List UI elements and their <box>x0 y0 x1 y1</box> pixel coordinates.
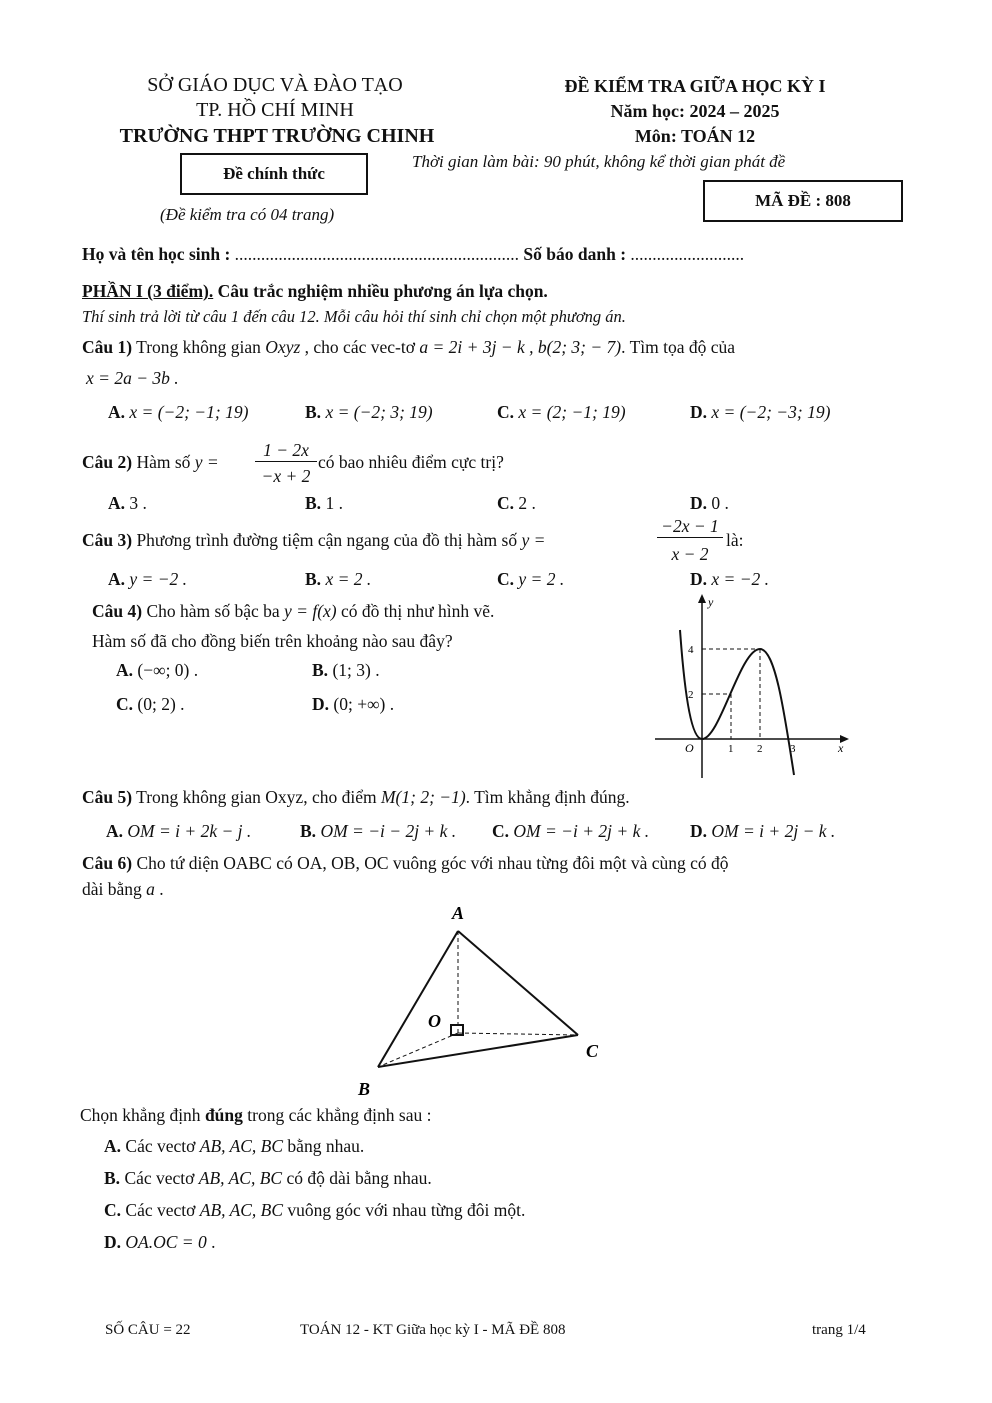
q3-denominator: x − 2 <box>671 544 709 564</box>
q1-line2: x = 2a − 3b . <box>86 368 179 388</box>
exam-code-box <box>703 180 903 222</box>
option-text-a: Các vectơ <box>121 1136 200 1156</box>
q6-label: Câu 6) <box>82 853 133 873</box>
option-key: C. <box>497 402 515 422</box>
student-line <box>82 244 744 265</box>
option-key: A. <box>116 660 134 680</box>
q1-vec-a: a = 2i + 3j − k , <box>419 337 534 357</box>
option-text: (0; 2) . <box>137 694 185 714</box>
q4-option-b[interactable] <box>312 660 380 681</box>
option-key: A. <box>104 1136 122 1156</box>
q1-text-a: Trong không gian <box>132 337 266 357</box>
origin-label: O <box>685 741 694 755</box>
q5-label: Câu 5) <box>82 787 133 807</box>
q4-option-c[interactable] <box>116 694 185 715</box>
q4-label: Câu 4) <box>92 601 143 621</box>
q6-prompt-a: Chọn khẳng định <box>80 1105 205 1125</box>
q3-numerator: −2x − 1 <box>657 516 723 538</box>
q2-y: y = <box>194 452 219 472</box>
option-text: y = 2 . <box>518 569 565 589</box>
q5-option-c[interactable] <box>492 821 649 842</box>
q6-prompt-b: đúng <box>204 1105 243 1125</box>
option-key: C. <box>497 569 515 589</box>
option-text-b: bằng nhau. <box>283 1136 365 1156</box>
q5-text-b: . Tìm khẳng định đúng. <box>465 787 630 807</box>
q1-text-c: . Tìm tọa độ của <box>621 337 736 357</box>
option-key: C. <box>104 1200 122 1220</box>
q5-option-a[interactable] <box>106 821 251 842</box>
part1-heading <box>82 281 548 302</box>
option-text-a: Các vectơ <box>120 1168 199 1188</box>
q6-prompt-c: trong các khẳng định sau : <box>242 1105 432 1125</box>
option-text: 0 . <box>711 493 729 513</box>
option-vectors: AB, AC, BC <box>199 1200 284 1220</box>
q3-y: y = <box>521 530 546 550</box>
option-text: x = (2; −1; 19) <box>518 402 626 422</box>
school-year: Năm học: 2024 – 2025 <box>610 101 780 121</box>
q3-option-a[interactable] <box>108 569 187 590</box>
q3-option-b[interactable] <box>305 569 371 590</box>
tick-x2: 2 <box>757 743 763 755</box>
q3-text-b: là: <box>726 530 744 550</box>
part1-instruction: Thí sinh trả lời từ câu 1 đến câu 12. Mỗi câu hỏi thí sinh chỉ chọn một phương án. <box>82 307 626 326</box>
q6-line2-text: dài bằng <box>82 879 147 899</box>
q4-stem <box>92 601 494 622</box>
option-text: 3 . <box>129 493 147 513</box>
option-key: D. <box>690 402 708 422</box>
option-key: A. <box>108 493 126 513</box>
option-vectors: AB, AC, BC <box>198 1168 283 1188</box>
pages-note: (Đề kiểm tra có 04 trang) <box>160 205 335 224</box>
footer-question-count: SỐ CÂU = 22 <box>105 1322 191 1338</box>
q6-line2 <box>82 879 164 900</box>
option-key: B. <box>104 1168 121 1188</box>
option-text: OM = −i − 2j + k . <box>320 821 457 841</box>
x-axis-label: x <box>838 741 844 755</box>
option-key: D. <box>104 1232 122 1252</box>
option-key: D. <box>690 821 708 841</box>
edge-ob <box>378 1033 458 1067</box>
q1-space: Oxyz <box>265 337 301 357</box>
part1-title: PHẦN I (3 điểm). <box>82 281 214 301</box>
q2-numerator: 1 − 2x <box>255 440 317 462</box>
option-text: (0; +∞) . <box>333 694 395 714</box>
header-city: TP. HỒ CHÍ MINH <box>196 99 354 121</box>
option-key: B. <box>305 402 322 422</box>
exam-code: MÃ ĐỀ : 808 <box>755 191 851 210</box>
option-key: A. <box>106 821 124 841</box>
q5-option-b[interactable] <box>300 821 456 842</box>
option-text: x = 2 . <box>325 569 372 589</box>
q5-point: M(1; 2; −1) <box>380 787 466 807</box>
option-text: OM = i + 2j − k . <box>711 821 836 841</box>
q1-text-b: , cho các vec-tơ <box>300 337 420 357</box>
q1-vec-b: b(2; 3; − 7) <box>537 337 622 357</box>
q4-text-a: Cho hàm số bậc ba <box>142 601 284 621</box>
vertex-c-label: C <box>586 1041 599 1061</box>
footer-page: trang 1/4 <box>812 1322 866 1338</box>
q6-stem <box>82 853 729 874</box>
q4-option-d[interactable] <box>312 694 394 715</box>
edge-ab <box>378 931 458 1067</box>
q2-option-a[interactable] <box>108 493 147 514</box>
q2-text-a: Hàm số <box>132 452 195 472</box>
option-key: B. <box>312 660 329 680</box>
option-key: C. <box>497 493 515 513</box>
official-badge <box>180 153 368 195</box>
q2-stem-a <box>82 452 219 473</box>
q2-denominator: −x + 2 <box>261 466 311 486</box>
tick-y4: 4 <box>688 644 694 656</box>
option-vectors: OA.OC = 0 <box>125 1232 207 1252</box>
option-key: D. <box>312 694 330 714</box>
option-text: (1; 3) . <box>332 660 380 680</box>
q5-text-a: Trong không gian Oxyz, cho điểm <box>132 787 381 807</box>
vertex-o-label: O <box>428 1011 441 1031</box>
q1-option-a[interactable] <box>108 402 248 423</box>
q6-option-b[interactable] <box>104 1168 432 1189</box>
option-key: D. <box>690 569 708 589</box>
q1-stem <box>82 337 735 358</box>
tick-x3: 3 <box>790 743 796 755</box>
q6-tetrahedron <box>340 895 640 1105</box>
q6-option-c[interactable] <box>104 1200 525 1221</box>
exam-time: Thời gian làm bài: 90 phút, không kể thời gian phát đề <box>412 152 786 171</box>
q4-line2: Hàm số đã cho đồng biến trên khoảng nào sau đây? <box>92 631 453 651</box>
q3-option-d[interactable] <box>690 569 769 590</box>
q4-fx: y = f(x) <box>284 601 337 621</box>
option-text-a: Các vectơ <box>121 1200 200 1220</box>
option-key: B. <box>305 493 322 513</box>
option-text: OM = −i + 2j + k . <box>513 821 650 841</box>
official-label: Đề chính thức <box>223 164 325 183</box>
option-text-b: . <box>206 1232 216 1252</box>
header-school: TRƯỜNG THPT TRƯỜNG CHINH <box>119 125 435 147</box>
option-text: x = (−2; −3; 19) <box>711 402 831 422</box>
part1-title-rest: Câu trắc nghiệm nhiều phương án lựa chọn. <box>213 281 548 301</box>
q2-option-b[interactable] <box>305 493 343 514</box>
option-key: A. <box>108 402 126 422</box>
option-vectors: AB, AC, BC <box>199 1136 284 1156</box>
q2-option-c[interactable] <box>497 493 536 514</box>
q6-option-d[interactable] <box>104 1232 215 1253</box>
vertex-b-label: B <box>358 1079 371 1099</box>
q3-stem-a <box>82 530 545 551</box>
option-key: B. <box>305 569 322 589</box>
q1-option-c[interactable] <box>497 402 626 423</box>
option-text: (−∞; 0) . <box>137 660 199 680</box>
option-text: y = −2 . <box>129 569 188 589</box>
option-key: C. <box>492 821 510 841</box>
q3-option-c[interactable] <box>497 569 564 590</box>
option-text: x = (−2; 3; 19) <box>325 402 433 422</box>
student-id-label: Số báo danh : <box>523 244 627 264</box>
tick-y2: 2 <box>688 689 694 701</box>
q5-stem <box>82 787 630 808</box>
vertex-a-label: A <box>452 903 465 923</box>
q5-option-d[interactable] <box>690 821 835 842</box>
q3-label: Câu 3) <box>82 530 133 550</box>
option-key: D. <box>690 493 708 513</box>
q1-label: Câu 1) <box>82 337 133 357</box>
q6-prompt <box>80 1105 431 1126</box>
q4-cubic-graph <box>640 590 860 785</box>
q2-label: Câu 2) <box>82 452 133 472</box>
q1-option-d[interactable] <box>690 402 830 423</box>
option-text: x = (−2; −1; 19) <box>129 402 249 422</box>
y-axis-arrow <box>698 594 706 603</box>
q6-line2-end: . <box>154 879 164 899</box>
q6-option-a[interactable] <box>104 1136 364 1157</box>
option-text: 1 . <box>325 493 343 513</box>
option-text: x = −2 . <box>711 569 770 589</box>
option-text-b: có độ dài bằng nhau. <box>282 1168 432 1188</box>
student-name-dots: ................................................................. <box>234 244 520 264</box>
student-id-dots: .......................... <box>630 244 745 264</box>
q1-option-b[interactable] <box>305 402 433 423</box>
q3-text-a: Phương trình đường tiệm cận ngang của đồ thị hàm số <box>132 530 522 550</box>
exam-title: ĐỀ KIỂM TRA GIỮA HỌC KỲ I <box>564 76 826 96</box>
edge-ac <box>458 931 578 1035</box>
option-key: B. <box>300 821 317 841</box>
option-text: 2 . <box>518 493 536 513</box>
q4-option-a[interactable] <box>116 660 198 681</box>
q6-a: a <box>146 879 155 899</box>
q6-text-a: Cho tứ diện OABC có OA, OB, OC vuông góc với nhau từng đôi một và cùng có độ <box>132 853 729 873</box>
edge-bc <box>378 1035 578 1067</box>
q2-text-b: có bao nhiêu điểm cực trị? <box>318 452 504 472</box>
subject: Môn: TOÁN 12 <box>634 126 756 146</box>
y-axis-label: y <box>708 595 714 609</box>
option-text: OM = i + 2k − j . <box>127 821 252 841</box>
q2-option-d[interactable] <box>690 493 729 514</box>
option-key: A. <box>108 569 126 589</box>
option-text-b: vuông góc với nhau từng đôi một. <box>283 1200 526 1220</box>
header-dept: SỞ GIÁO DỤC VÀ ĐÀO TẠO <box>147 74 403 96</box>
cubic-curve <box>680 630 794 775</box>
option-key: C. <box>116 694 134 714</box>
edge-oc <box>458 1033 578 1035</box>
student-name-label: Họ và tên học sinh : <box>82 244 231 264</box>
tick-x1: 1 <box>728 743 734 755</box>
footer-center: TOÁN 12 - KT Giữa học kỳ I - MÃ ĐỀ 808 <box>300 1322 566 1338</box>
q4-text-b: có đồ thị như hình vẽ. <box>336 601 495 621</box>
